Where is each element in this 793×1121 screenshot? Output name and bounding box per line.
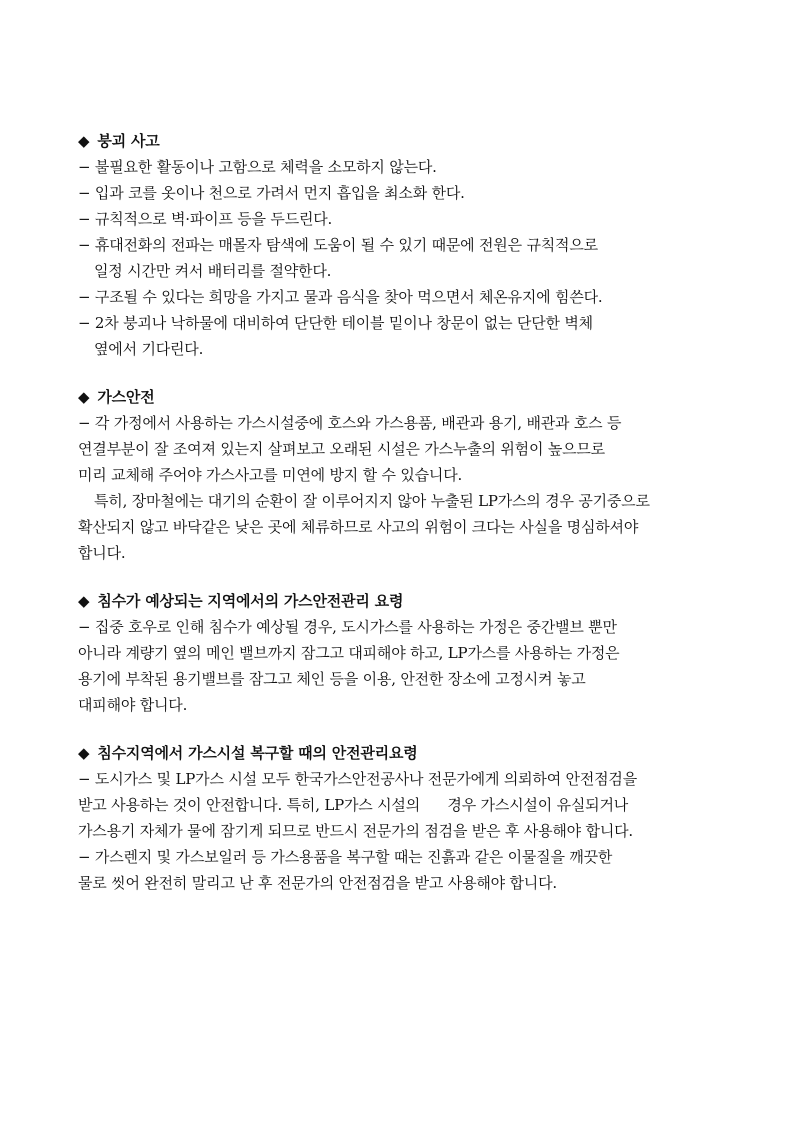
diamond-bullet-icon: ◆ bbox=[78, 744, 90, 762]
paragraph-line: 대피해야 합니다. bbox=[78, 696, 188, 714]
paragraph-line: 일정 시간만 켜서 배터리를 절약한다. bbox=[94, 262, 332, 280]
section-title: 붕괴 사고 bbox=[97, 132, 160, 150]
section-title: 가스안전 bbox=[97, 388, 155, 406]
paragraph-line: 가스용기 자체가 물에 잠기게 되므로 반드시 전문가의 점검을 받은 후 사용해야 합니다. bbox=[78, 822, 633, 840]
section-title: 침수지역에서 가스시설 복구할 때의 안전관리요령 bbox=[97, 744, 418, 762]
paragraph-line: − 구조될 수 있다는 희망을 가지고 물과 음식을 찾아 먹으면서 체온유지에 힘쓴다. bbox=[78, 288, 603, 306]
section-heading-gas-safety bbox=[78, 387, 155, 407]
paragraph-line: − 규칙적으로 벽·파이프 등을 두드린다. bbox=[78, 210, 333, 228]
section-heading-collapse bbox=[78, 131, 160, 151]
section-title: 침수가 예상되는 지역에서의 가스안전관리 요령 bbox=[97, 592, 404, 610]
paragraph-line: 특히, 장마철에는 대기의 순환이 잘 이루어지지 않아 누출된 LP가스의 경우 공기중으로 bbox=[94, 492, 650, 510]
paragraph-line: − 집중 호우로 인해 침수가 예상될 경우, 도시가스를 사용하는 가정은 중간밸브 뿐만 bbox=[78, 618, 617, 636]
paragraph-line: 미리 교체해 주어야 가스사고를 미연에 방지 할 수 있습니다. bbox=[78, 466, 463, 484]
paragraph-line: 물로 씻어 완전히 말리고 난 후 전문가의 안전점검을 받고 사용해야 합니다. bbox=[78, 874, 557, 892]
section-heading-flood-expected bbox=[78, 591, 403, 611]
diamond-bullet-icon: ◆ bbox=[78, 592, 90, 610]
paragraph-line: 합니다. bbox=[78, 544, 126, 562]
paragraph-line: − 입과 코를 옷이나 천으로 가려서 먼지 흡입을 최소화 한다. bbox=[78, 184, 465, 202]
paragraph-line: − 가스렌지 및 가스보일러 등 가스용품을 복구할 때는 진흙과 같은 이물질을 깨끗한 bbox=[78, 848, 613, 866]
paragraph-line: − 도시가스 및 LP가스 시설 모두 한국가스안전공사나 전문가에게 의뢰하여 안전점검을 bbox=[78, 770, 637, 788]
paragraph-line: 옆에서 기다린다. bbox=[94, 340, 204, 358]
paragraph-line: − 2차 붕괴나 낙하물에 대비하여 단단한 테이블 밑이나 창문이 없는 단단한 벽체 bbox=[78, 314, 593, 332]
paragraph-line: 아니라 계량기 옆의 메인 밸브까지 잠그고 대피해야 하고, LP가스를 사용하는 가정은 bbox=[78, 644, 620, 662]
paragraph-line: 용기에 부착된 용기밸브를 잠그고 체인 등을 이용, 안전한 장소에 고정시켜 놓고 bbox=[78, 670, 586, 688]
paragraph-line: − 휴대전화의 전파는 매몰자 탐색에 도움이 될 수 있기 때문에 전원은 규칙적으로 bbox=[78, 236, 598, 254]
paragraph-line: − 불필요한 활동이나 고함으로 체력을 소모하지 않는다. bbox=[78, 158, 437, 176]
paragraph-line: 연결부분이 잘 조여져 있는지 살펴보고 오래된 시설은 가스누출의 위험이 높으므로 bbox=[78, 440, 605, 458]
section-heading-flood-recovery bbox=[78, 743, 418, 763]
diamond-bullet-icon: ◆ bbox=[78, 388, 90, 406]
diamond-bullet-icon: ◆ bbox=[78, 132, 90, 150]
paragraph-line: − 각 가정에서 사용하는 가스시설중에 호스와 가스용품, 배관과 용기, 배관과 호스 등 bbox=[78, 414, 622, 432]
paragraph-line: 받고 사용하는 것이 안전합니다. 특히, LP가스 시설의 경우 가스시설이 유실되거나 bbox=[78, 796, 629, 814]
paragraph-line: 확산되지 않고 바닥같은 낮은 곳에 체류하므로 사고의 위험이 크다는 사실을 명심하셔야 bbox=[78, 518, 639, 536]
